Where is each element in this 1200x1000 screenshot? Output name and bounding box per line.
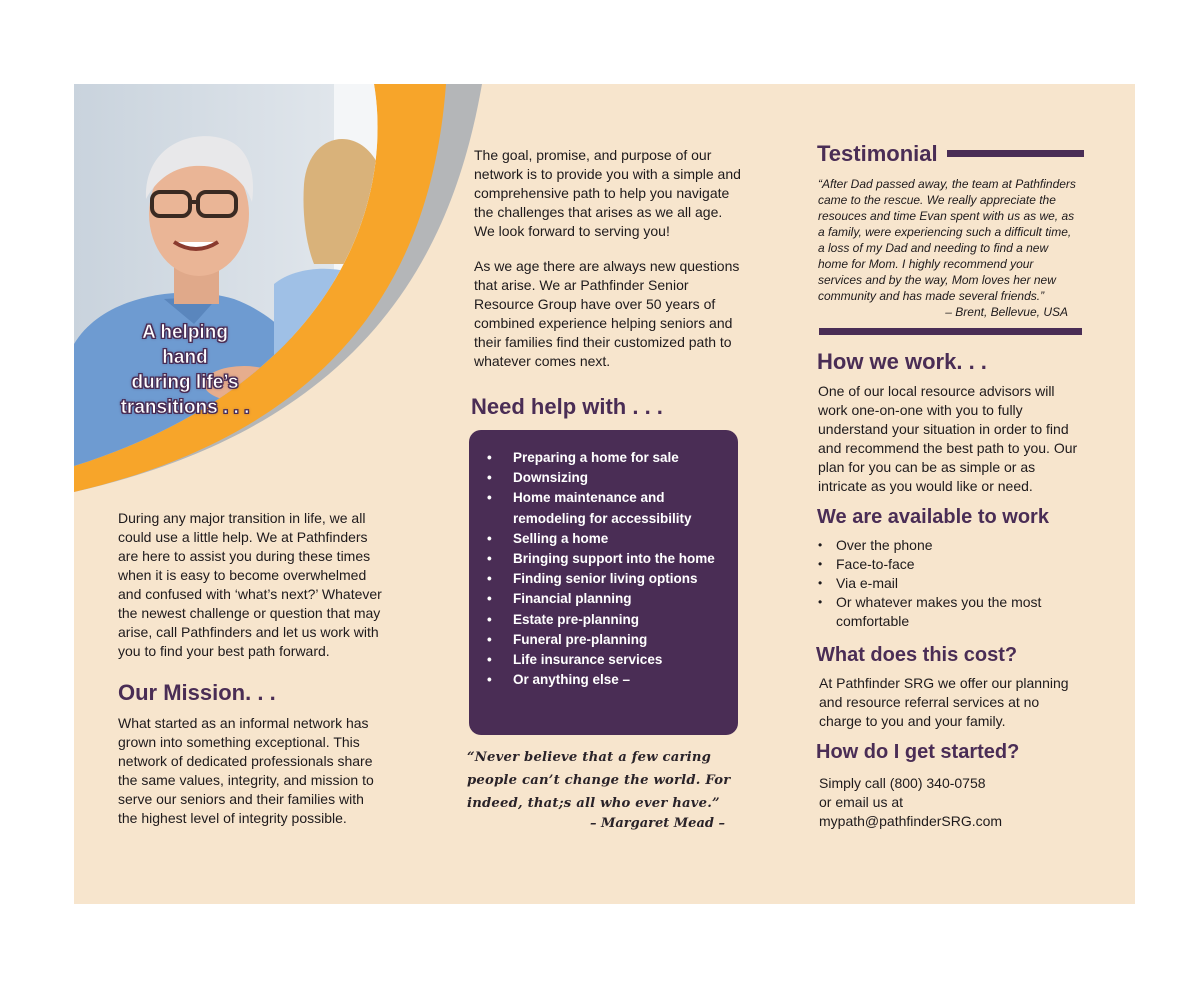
phone-line: Simply call (800) 340-0758 <box>819 775 986 791</box>
cost-heading: What does this cost? <box>816 644 1018 666</box>
testimonial-heading: Testimonial <box>817 141 938 166</box>
list-item: • Via e-mail <box>818 575 898 591</box>
list-item: • Or anything else – <box>487 672 631 688</box>
experience-paragraph: As we age there are always new questions that arise. We ar Pathfinder Senior Resource Group have over 50 years of combined experience helping seniors and their families find their customized path to whatever comes next. <box>474 258 740 369</box>
tagline-line: A helping <box>142 322 228 343</box>
list-item: • Over the phone <box>818 537 933 553</box>
list-item: • Estate pre-planning <box>487 611 640 627</box>
tagline-line: transitions . . . <box>120 397 250 418</box>
list-item: • Life insurance services <box>487 652 663 668</box>
tagline <box>110 320 260 420</box>
list-item: • Face-to-face <box>818 556 915 572</box>
list-item: • Financial planning <box>487 591 632 607</box>
email-address: mypath@pathfinderSRG.com <box>819 813 1003 829</box>
list-item: • Home maintenance and remodeling for accessibility <box>487 490 692 526</box>
help-services-list <box>483 448 724 690</box>
goal-paragraph: The goal, promise, and purpose of our network is to provide you with a simple and comprehensive path to help you navigate the challenges that arises as we all age. We look forward to serving you! <box>474 147 741 239</box>
photo-illustration <box>74 84 494 504</box>
margaret-mead-quote: “Never believe that a few caring people can’t change the world. For indeed, that;s all who ever have.” <box>467 750 731 811</box>
brochure-spread <box>74 84 1135 904</box>
mission-paragraph: What started as an informal network has grown into something exceptional. This network of dedicated professionals share the same values, integrity, and mission to serve our seniors and their families with the highest level of integrity possible. <box>118 715 374 826</box>
cost-paragraph: At Pathfinder SRG we offer our planning and resource referral services at no charge to you and your family. <box>819 675 1069 729</box>
testimonial-author: – Brent, Bellevue, USA <box>945 305 1068 319</box>
list-item: • Finding senior living options <box>487 571 698 587</box>
list-item: • Bringing support into the home <box>487 551 715 567</box>
need-help-heading: Need help with . . . <box>471 394 663 419</box>
mission-heading: Our Mission. . . <box>118 680 276 705</box>
get-started-heading: How do I get started? <box>816 741 1020 763</box>
tagline-line: during life’s <box>131 372 239 393</box>
testimonial-divider-top <box>947 150 1084 157</box>
contact-info <box>819 774 1084 831</box>
how-we-work-paragraph: One of our local resource advisors will work one-on-one with you to fully understand your situation in order to find and recommend the best path to you. Our plan for you can be as simple or as intricate as you would like or need. <box>818 383 1078 494</box>
help-services-box <box>469 430 738 735</box>
quote-author: – Margaret Mead – <box>589 816 725 831</box>
list-item: • Funeral pre-planning <box>487 631 648 647</box>
list-item: • Selling a home <box>487 530 609 546</box>
availability-list <box>818 536 1083 631</box>
tagline-line: hand <box>162 347 208 368</box>
how-we-work-heading: How we work. . . <box>817 349 987 374</box>
list-item: • Or whatever makes you the most comfortable <box>818 594 1042 629</box>
email-intro-line: or email us at <box>819 794 904 810</box>
list-item: • Downsizing <box>487 470 588 486</box>
intro-paragraph: During any major transition in life, we all could use a little help. We at Pathfinders are here to assist you during these times when it is easy to become overwhelmed and confused with ‘what’s next?’ Whatever the newest challenge or question that may arise, call Pathfinders and let us work with you to find your best path forward. <box>118 510 382 659</box>
list-item: • Preparing a home for sale <box>487 450 679 465</box>
hero-photo <box>74 84 494 504</box>
availability-heading: We are available to work <box>817 506 1049 528</box>
testimonial-quote: “After Dad passed away, the team at Pathfinders came to the rescue. We really appreciate the resouces and time Evan spent with us as we, as a family, were experiencing such a difficult time, a loss of my Dad and needing to find a new home for Mom. I highly recommend your services and by the way, Mom loves her new community and has made several friends.” <box>818 177 1076 303</box>
testimonial-divider-bottom <box>819 328 1082 335</box>
